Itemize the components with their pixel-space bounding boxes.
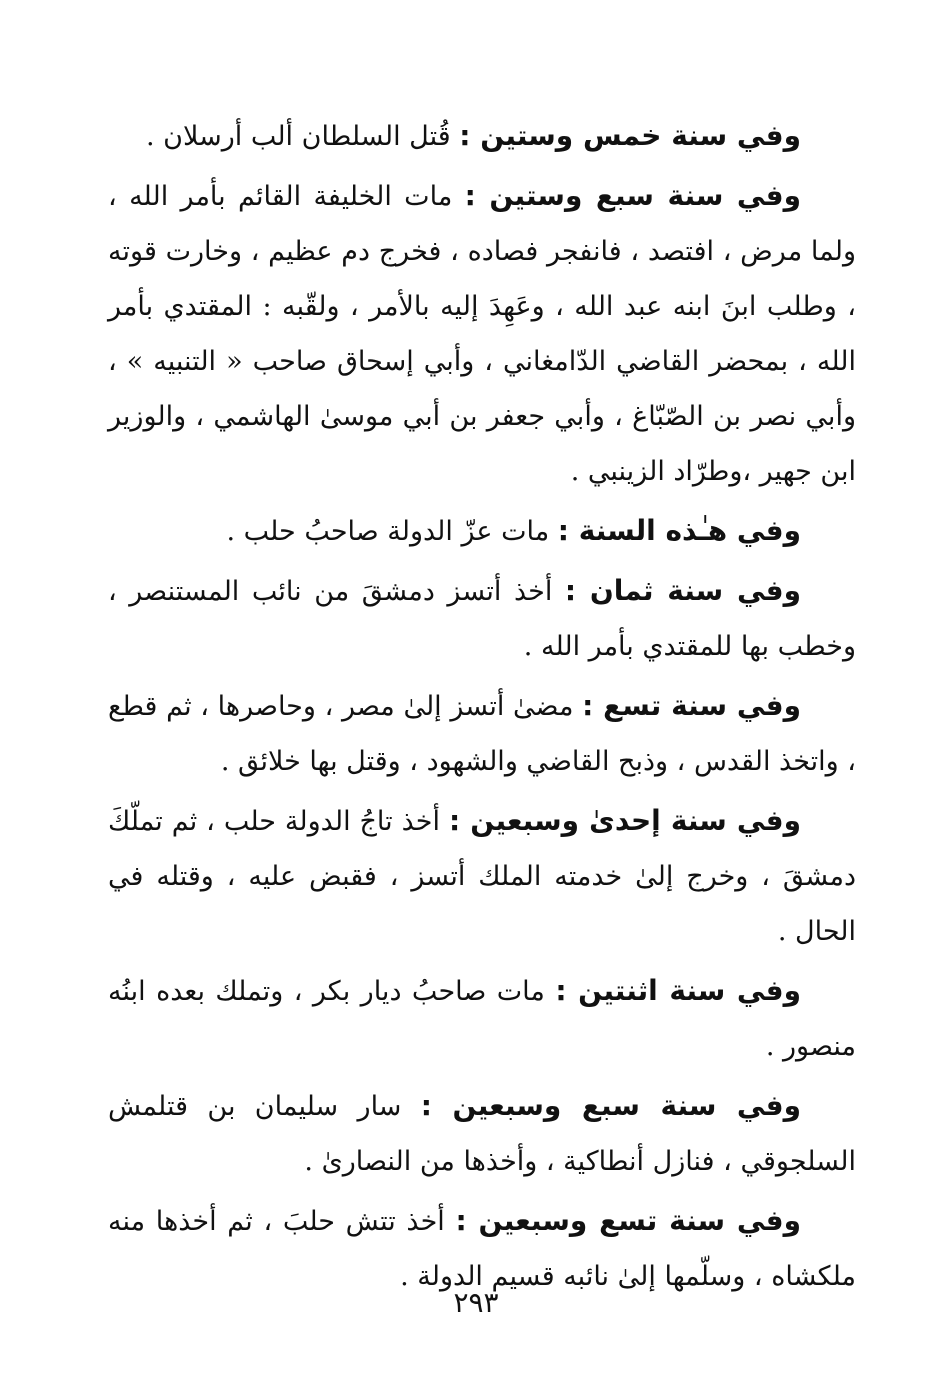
entry-text: أخذ تتش حلبَ ، ثم أخذها منه ملكشاه ، وسلّمها إلىٰ نائبه قسيم الدولة .: [108, 1206, 856, 1292]
entry-heading: وفي سنة تسع :: [582, 689, 801, 722]
entry-same-year: [108, 503, 856, 559]
entry-heading: وفي سنة سبع وستين :: [464, 179, 801, 212]
entry-heading: وفي سنة تسع وسبعين :: [455, 1204, 801, 1237]
page-number: ٢٩٣: [453, 1286, 499, 1319]
entry-text: سار سليمان بن قتلمش السلجوقي ، فنازل أنطاكية ، وأخذها من النصارىٰ .: [108, 1091, 856, 1177]
entry-year-68: [108, 563, 856, 674]
entry-year-67: [108, 168, 856, 499]
entry-heading: وفي هـٰذه السنة :: [557, 514, 801, 547]
entry-heading: وفي سنة خمس وستين :: [459, 119, 801, 152]
entry-text: أخذ تاجُ الدولة حلب ، ثم تملّكَ دمشقَ ، وخرج إلىٰ خدمته الملك أتسز ، فقبض عليه ، وقتله في الحال .: [108, 806, 856, 947]
entry-text: مضىٰ أتسز إلىٰ مصر ، وحاصرها ، ثم قطع ، واتخذ القدس ، وذبح القاضي والشهود ، وقتل بها خلائق .: [108, 691, 856, 777]
entry-heading: وفي سنة ثمان :: [564, 574, 802, 607]
entry-text: مات عزّ الدولة صاحبُ حلب .: [226, 516, 558, 547]
page-body: [108, 108, 856, 1304]
entry-heading: وفي سنة إحدىٰ وسبعين :: [448, 804, 801, 837]
entry-year-65: [108, 108, 856, 164]
entry-year-71: [108, 793, 856, 959]
entry-text: قُتل السلطان ألب أرسلان .: [145, 121, 460, 152]
entry-text: أخذ أتسز دمشقَ من نائب المستنصر ، وخطب بها للمقتدي بأمر الله .: [108, 576, 856, 662]
entry-heading: وفي سنة سبع وسبعين :: [420, 1089, 801, 1122]
entry-year-69: [108, 678, 856, 789]
entry-heading: وفي سنة اثنتين :: [555, 974, 801, 1007]
entry-text: مات الخليفة القائم بأمر الله ، ولما مرض ، افتصد ، فانفجر فصاده ، فخرج دم عظيم ، وخارت قوته ، وطلب ابنَ ابنه عبد الله ، وعَهِدَ إليه بالأمر ، ولقّبه : المقتدي بأمر الله ، بمحضر القاضي الدّامغاني ، وأبي إسحاق صاحب « التنبيه » ، وأبي نصر بن الصّبّاغ ، وأبي جعفر بن أبي موسىٰ الهاشمي ، والوزير ابن جهير ،وطرّاد الزينبي .: [108, 181, 856, 487]
entry-year-72: [108, 963, 856, 1074]
entry-year-77: [108, 1078, 856, 1189]
entry-text: مات صاحبُ ديار بكر ، وتملك بعده ابنُه منصور .: [108, 976, 856, 1062]
